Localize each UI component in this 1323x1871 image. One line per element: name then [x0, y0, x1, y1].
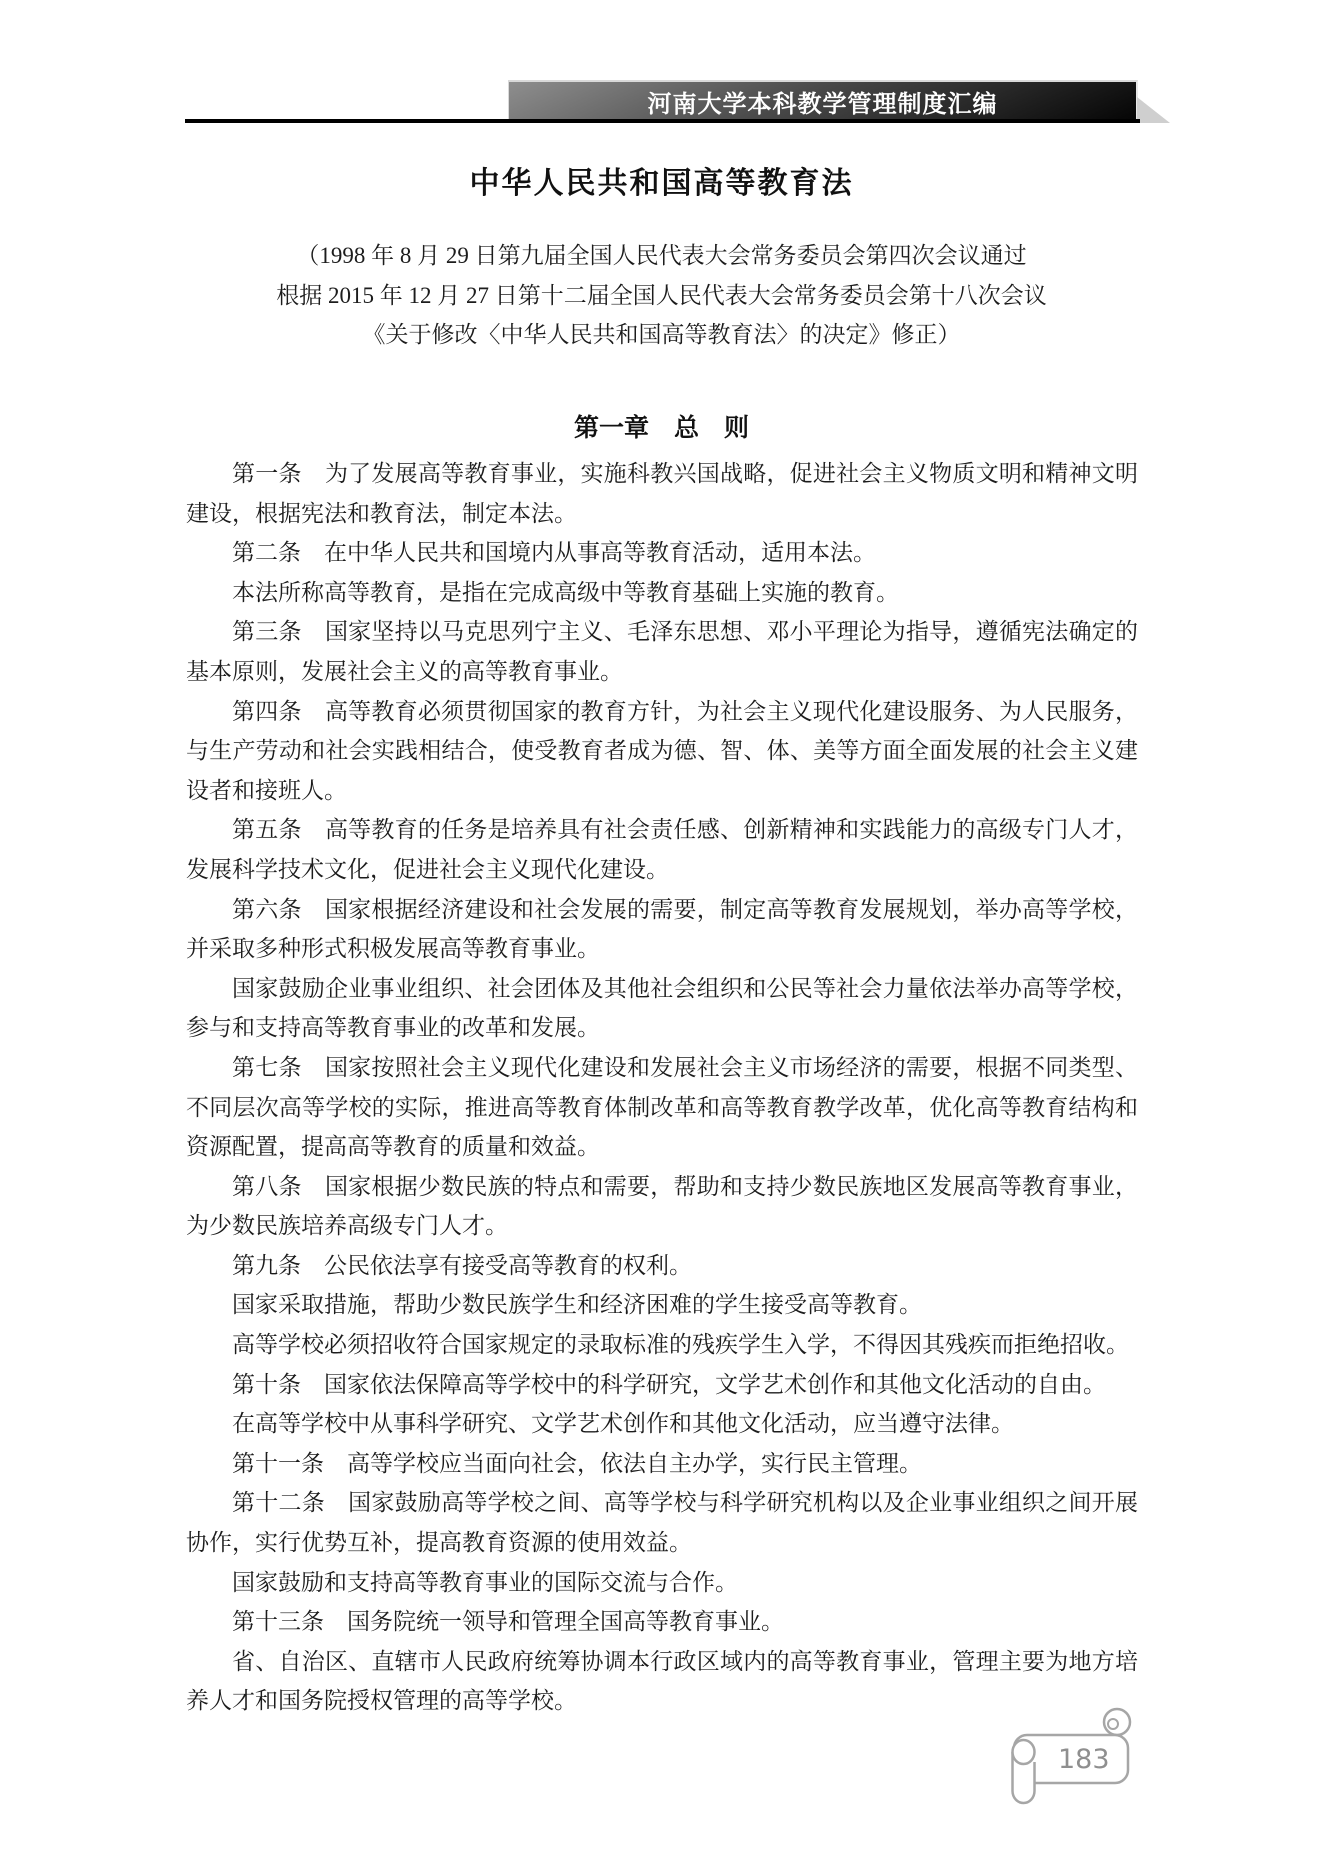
article-paragraph: 第十二条 国家鼓励高等学校之间、高等学校与科学研究机构以及企业事业组织之间开展协作，实行优势互补，提高教育资源的使用效益。	[186, 1490, 1138, 1556]
article-paragraph: 国家鼓励和支持高等教育事业的国际交流与合作。	[232, 1569, 738, 1595]
page-number: 183	[1058, 1744, 1110, 1775]
article-paragraphs	[186, 454, 1138, 1721]
preamble-line: 《关于修改〈中华人民共和国高等教育法〉的决定》修正）	[362, 322, 961, 348]
page-number-badge	[1002, 1700, 1137, 1818]
preamble-line: 根据 2015 年 12 月 27 日第十二届全国人民代表大会常务委员会第十八次会议	[276, 282, 1047, 308]
document-title: 中华人民共和国高等教育法	[469, 167, 854, 200]
article-paragraph: 省、自治区、直辖市人民政府统筹协调本行政区域内的高等教育事业，管理主要为地方培养人才和国务院授权管理的高等学校。	[186, 1648, 1138, 1714]
article-paragraph: 第九条 公民依法享有接受高等教育的权利。	[232, 1252, 692, 1278]
article-paragraph: 国家鼓励企业事业组织、社会团体及其他社会组织和公民等社会力量依法举办高等学校，参与和支持高等教育事业的改革和发展。	[186, 975, 1138, 1041]
article-paragraph: 第七条 国家按照社会主义现代化建设和发展社会主义市场经济的需要，根据不同类型、不同层次高等学校的实际，推进高等教育体制改革和高等教育教学改革，优化高等教育结构和资源配置，提高高等教育的质量和效益。	[186, 1054, 1138, 1160]
article-paragraph: 国家采取措施，帮助少数民族学生和经济困难的学生接受高等教育。	[232, 1292, 922, 1318]
preamble	[185, 236, 1138, 355]
article-paragraph: 第十条 国家依法保障高等学校中的科学研究，文学艺术创作和其他文化活动的自由。	[232, 1371, 1106, 1397]
scroll-icon	[1002, 1700, 1137, 1818]
article-paragraph: 高等学校必须招收符合国家规定的录取标准的残疾学生入学，不得因其残疾而拒绝招收。	[232, 1332, 1129, 1358]
header-banner-title: 河南大学本科教学管理制度汇编	[647, 90, 998, 118]
article-paragraph: 第十三条 国务院统一领导和管理全国高等教育事业。	[232, 1609, 784, 1635]
article-paragraph: 第五条 高等教育的任务是培养具有社会责任感、创新精神和实践能力的高级专门人才，发展科学技术文化，促进社会主义现代化建设。	[186, 817, 1138, 882]
article-paragraph: 第三条 国家坚持以马克思列宁主义、毛泽东思想、邓小平理论为指导，遵循宪法确定的基本原则，发展社会主义的高等教育事业。	[186, 619, 1138, 684]
preamble-line: （1998 年 8 月 29 日第九届全国人民代表大会常务委员会第四次会议通过	[296, 243, 1027, 268]
article-paragraph: 第十一条 高等学校应当面向社会，依法自主办学，实行民主管理。	[232, 1450, 922, 1476]
article-paragraph: 在高等学校中从事科学研究、文学艺术创作和其他文化活动，应当遵守法律。	[232, 1411, 1014, 1437]
header-rule	[185, 119, 1140, 123]
article-paragraph: 第二条 在中华人民共和国境内从事高等教育活动，适用本法。	[232, 540, 876, 566]
article-paragraph: 第一条 为了发展高等教育事业，实施科教兴国战略，促进社会主义物质文明和精神文明建设，根据宪法和教育法，制定本法。	[186, 461, 1138, 526]
article-paragraph: 第四条 高等教育必须贯彻国家的教育方针，为社会主义现代化建设服务、为人民服务，与生产劳动和社会实践相结合，使受教育者成为德、智、体、美等方面全面发展的社会主义建设者和接班人。	[186, 698, 1138, 803]
banner-arrow-decoration	[1137, 97, 1170, 123]
article-paragraph: 第六条 国家根据经济建设和社会发展的需要，制定高等教育发展规划，举办高等学校，并采取多种形式积极发展高等教育事业。	[186, 896, 1138, 962]
header-banner	[508, 80, 1138, 120]
scroll-bottom-curl	[1013, 1740, 1035, 1764]
article-paragraph: 本法所称高等教育，是指在完成高级中等教育基础上实施的教育。	[232, 579, 899, 605]
chapter-heading: 第一章 总 则	[573, 414, 749, 442]
article-paragraph: 第八条 国家根据少数民族的特点和需要，帮助和支持少数民族地区发展高等教育事业，为少数民族培养高级专门人才。	[186, 1173, 1138, 1239]
